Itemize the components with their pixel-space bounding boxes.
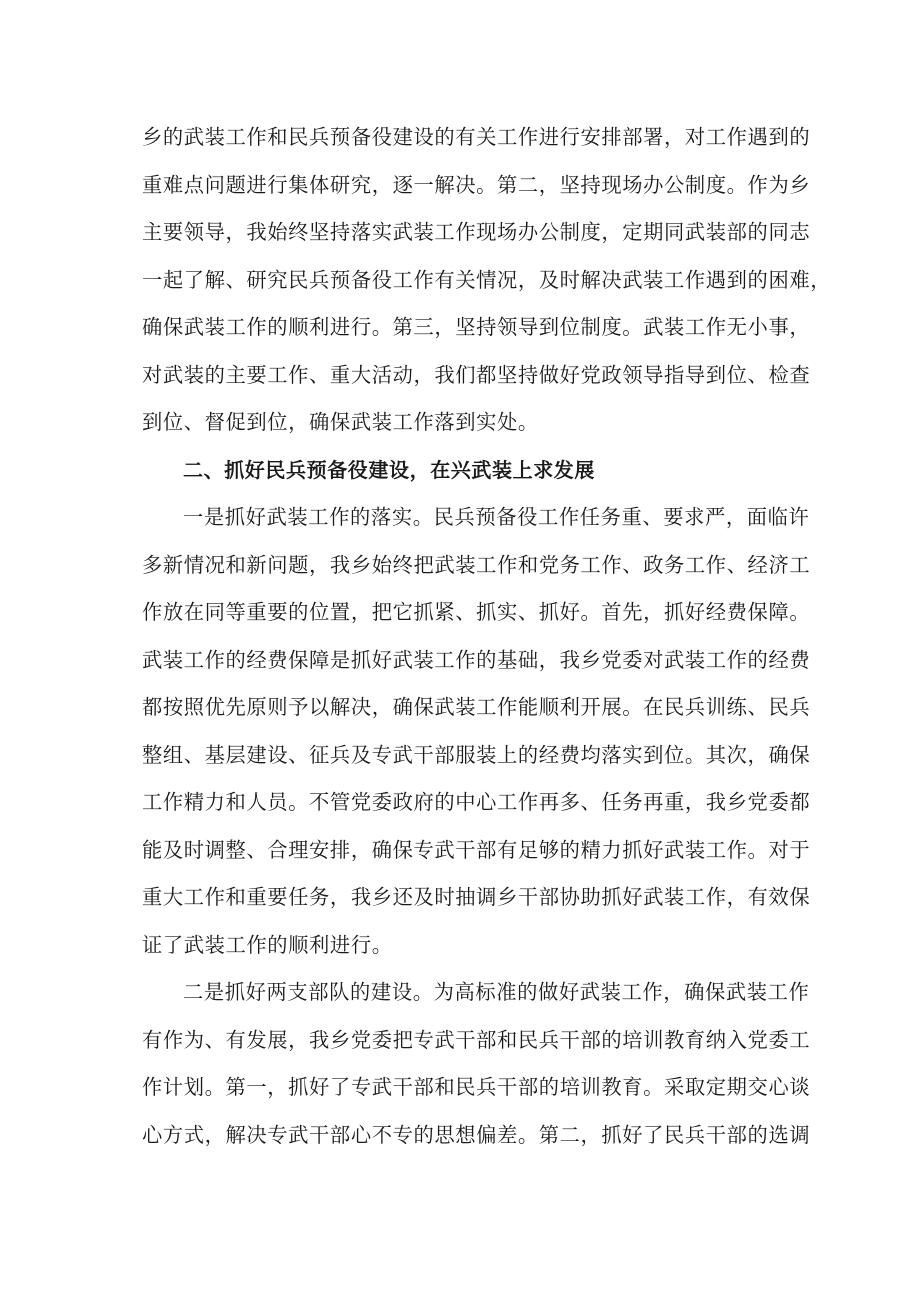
text-line: 主要领导，我始终坚持落实武装工作现场办公制度，定期同武装部的同志 [142, 220, 811, 244]
text-line: 武装工作的经费保障是抓好武装工作的基础，我乡党委对武装工作的经费 [142, 647, 811, 672]
text-line: 多新情况和新问题，我乡始终把武装工作和党务工作、政务工作、经济工 [142, 552, 811, 577]
text-line: 有作为、有发展，我乡党委把专武干部和民兵干部的培训教育纳入党委工 [142, 1027, 811, 1052]
text-line: 重大工作和重要任务，我乡还及时抽调乡干部协助抓好武装工作，有效保 [142, 885, 811, 909]
text-line: 证了武装工作的顺利进行。 [142, 932, 393, 957]
text-line: 心方式，解决专武干部心不专的思想偏差。第二，抓好了民兵干部的选调 [142, 1122, 811, 1147]
text-line: 作放在同等重要的位置，把它抓紧、抓实、抓好。首先，抓好经费保障。 [142, 600, 811, 624]
text-line: 对武装的主要工作、重大活动，我们都坚持做好党政领导指导到位、检查 [142, 362, 811, 387]
text-line: 整组、基层建设、征兵及专武干部服装上的经费均落实到位。其次，确保 [142, 742, 811, 767]
text-line: 工作精力和人员。不管党委政府的中心工作再多、任务再重，我乡党委都 [142, 790, 811, 814]
text-line: 重难点问题进行集体研究，逐一解决。第二，坚持现场办公制度。作为乡 [142, 172, 811, 197]
text-line: 乡的武装工作和民兵预备役建设的有关工作进行安排部署，对工作遇到的 [142, 125, 811, 149]
text-line: 一起了解、研究民兵预备役工作有关情况，及时解决武装工作遇到的困难， [142, 267, 832, 292]
document-body [142, 114, 832, 1159]
text-line: 确保武装工作的顺利进行。第三，坚持领导到位制度。武装工作无小事， [142, 315, 811, 339]
paragraph-start: 二是抓好两支部队的建设。为高标准的做好武装工作，确保武装工作 [183, 980, 810, 1004]
paragraph-start: 一是抓好武装工作的落实。民兵预备役工作任务重、要求严，面临许 [183, 505, 810, 529]
text-line: 作计划。第一，抓好了专武干部和民兵干部的培训教育。采取定期交心谈 [142, 1075, 811, 1099]
text-line: 到位、督促到位，确保武装工作落到实处。 [142, 410, 539, 434]
text-line: 都按照优先原则予以解决，确保武装工作能顺利开展。在民兵训练、民兵 [142, 695, 811, 719]
section-heading: 二、抓好民兵预备役建设，在兴武装上求发展 [183, 457, 595, 482]
text-line: 能及时调整、合理安排，确保专武干部有足够的精力抓好武装工作。对于 [142, 837, 811, 862]
